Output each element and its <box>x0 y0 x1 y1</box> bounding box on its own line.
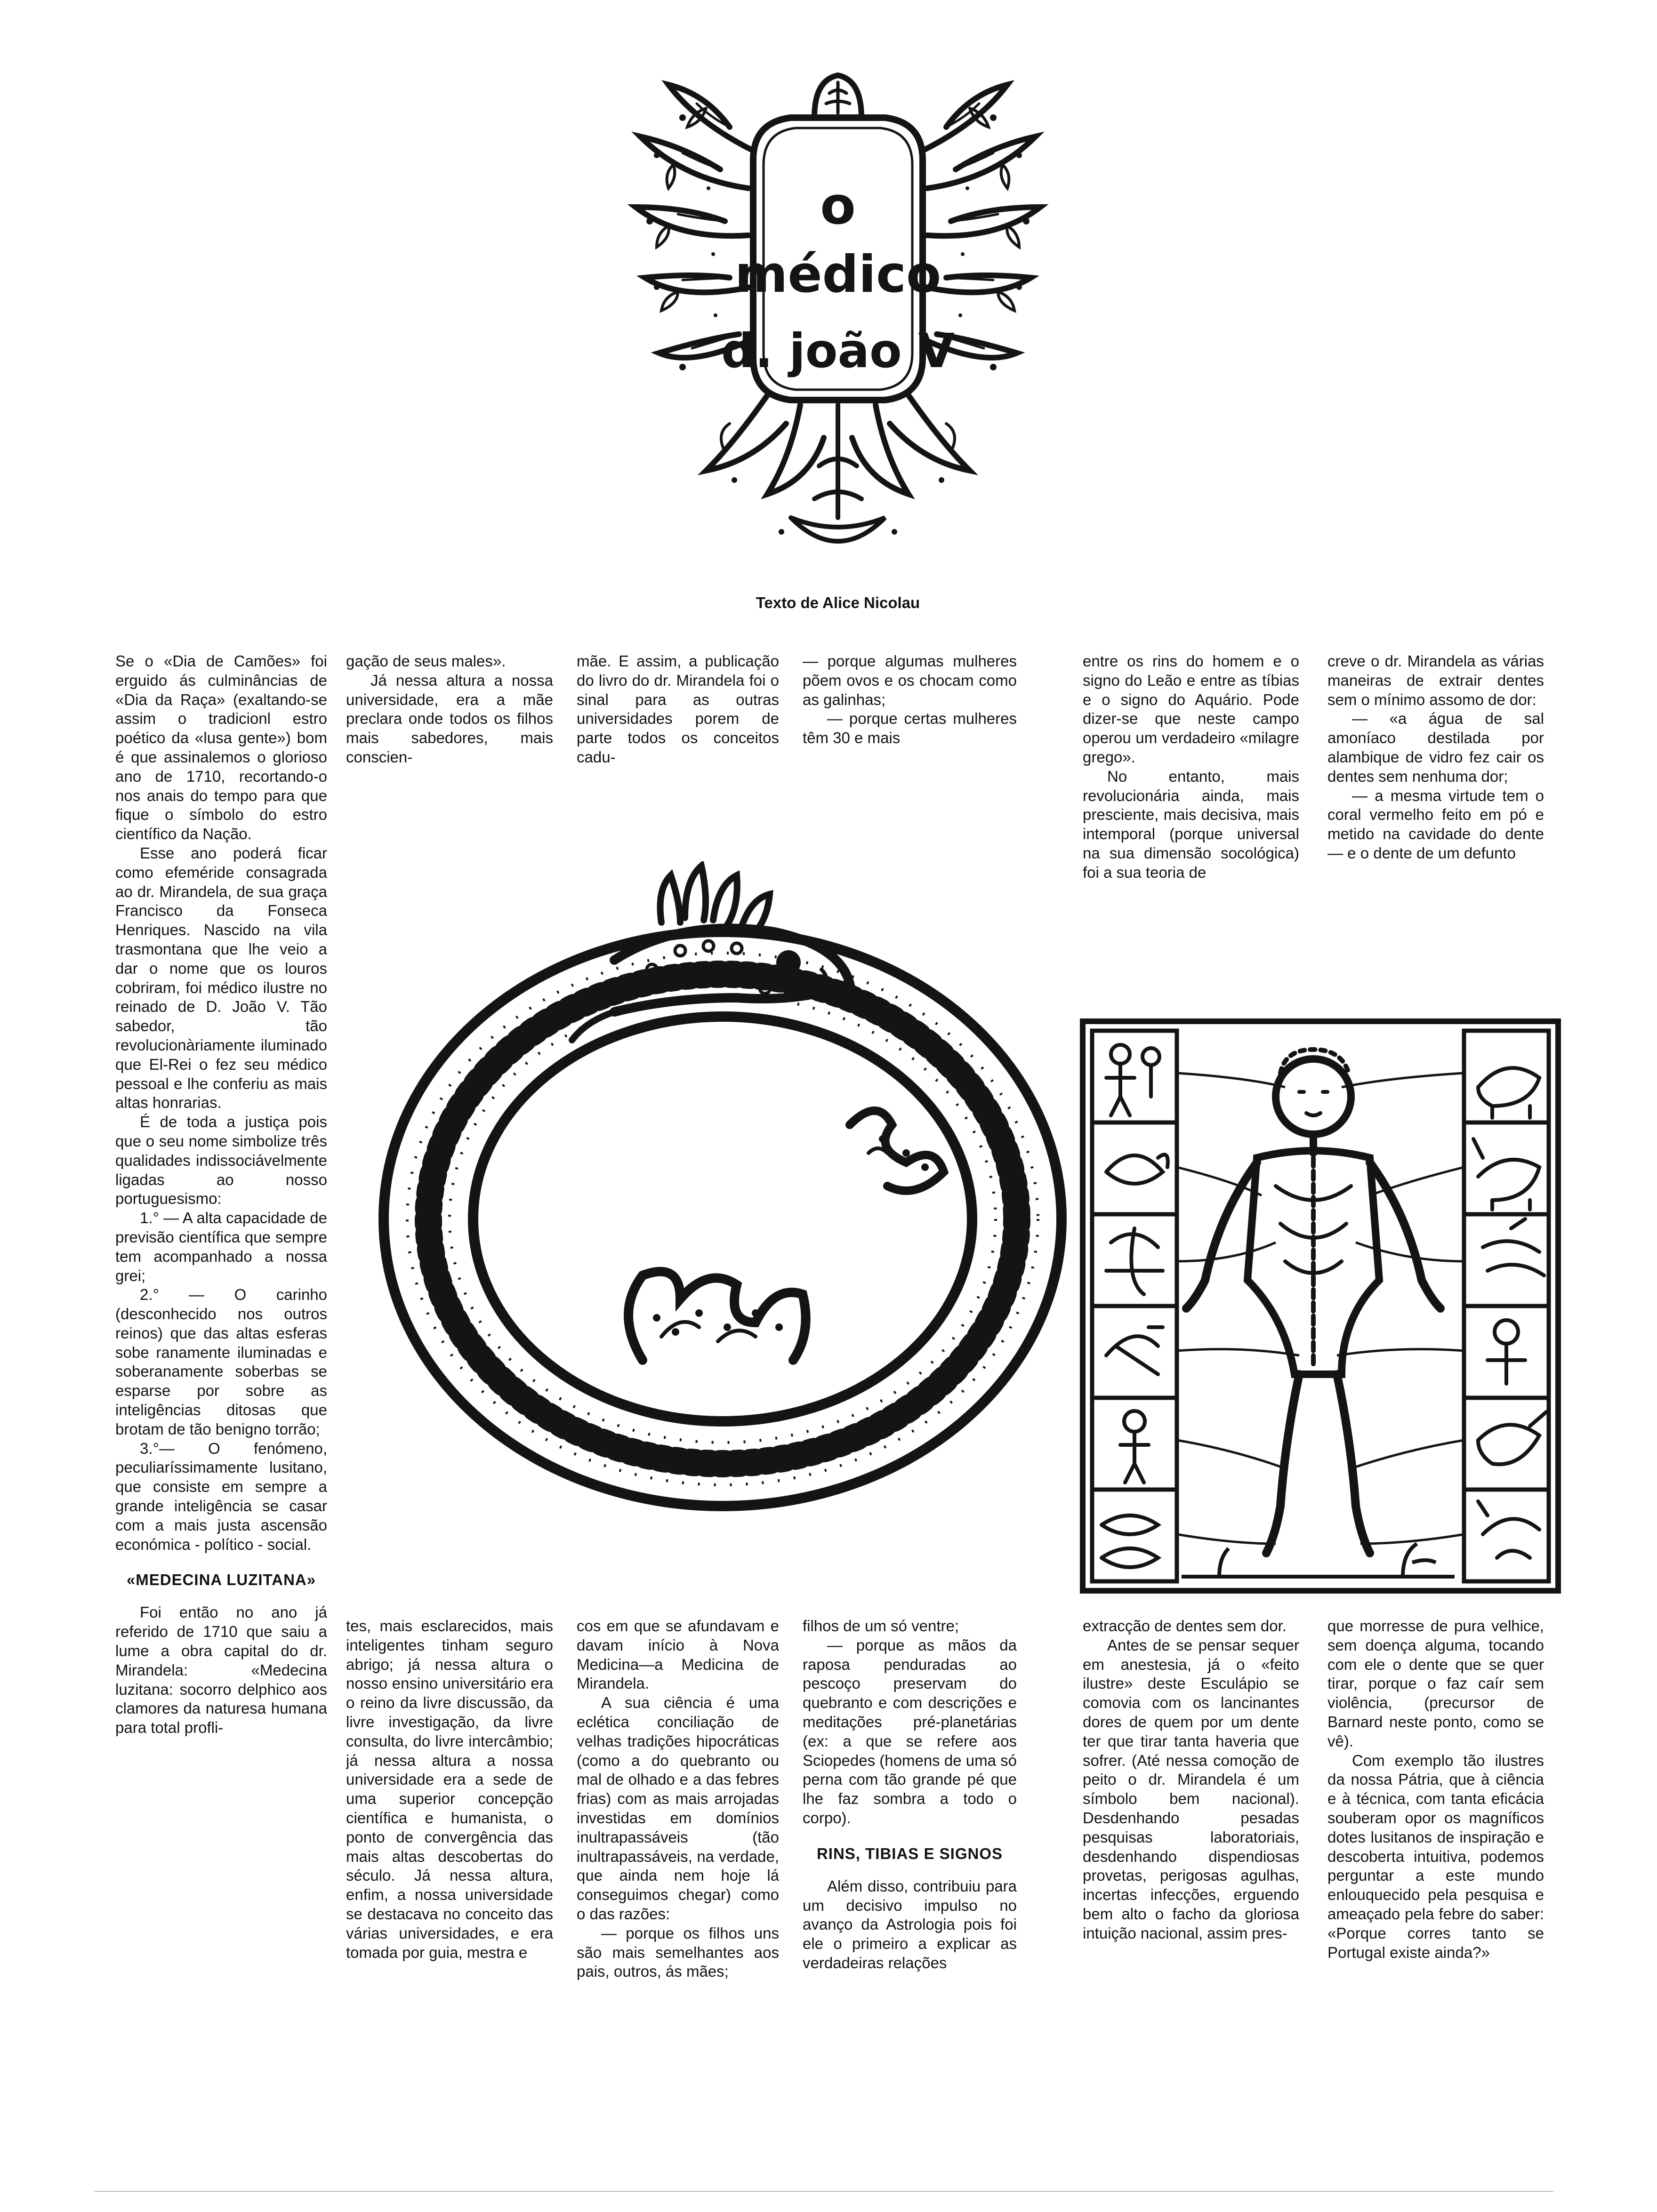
col5-top-paragraph-1: entre os rins do homem e o signo do Leão e entre as tíbias e o signo do Aquário. Pode dizer-se que neste campo operou um verdadeiro «milagre grego». <box>1083 652 1299 766</box>
title-line-2: médico <box>734 245 941 304</box>
title-ornament <box>612 66 1064 584</box>
column-3-bottom <box>577 1617 779 2068</box>
anatomical-man <box>1186 1050 1440 1553</box>
col5-bottom-paragraph-1: extracção de dentes sem dor. <box>1083 1617 1287 1635</box>
column-2-top <box>346 652 553 807</box>
col1-paragraph-1: Se o «Dia de Camões» foi erguido ás culminâncias de «Dia da Raça» (exaltando-se assim o tradicionl estro poético da «lusa gente») bom é que assinalemos o glorioso ano de 1710, recortando-o nos anais do tempo para que fique o símbolo do estro científico da Nação. <box>115 652 327 843</box>
column-5-top <box>1083 652 1299 962</box>
col2-top-paragraph-1: gação de seus males». <box>346 652 506 670</box>
col6-bottom-paragraph-2: Com exemplo tão ilustres da nossa Pátria, que à ciência e à técnica, com tanta eficácia souberam opor os magníficos dotes lusitanos de inspiração e descoberta intuitiva, podemos perguntar a este mundo enlouquecido pela pesquisa e ameaçado pela febre do saber: «Porque corres tanto se Portugal existe ainda?» <box>1327 1751 1544 1961</box>
col4-bottom-paragraph-2: — porque as mãos da raposa penduradas ao pescoço preservam do quebranto e com descrições e meditações pré-planetárias (ex: a que se refere aos Sciopedes (homens de uma só perna com tão grande pé que lhe faz sombra a todo o corpo). <box>803 1636 1017 1827</box>
serpent-body <box>384 932 1062 1506</box>
col4-bottom-paragraph-3: Além disso, contribuiu para um decisivo impulso no avanço da Astrologia pois foi ele o primeiro a explicar as verdadeiras relações <box>803 1877 1017 1972</box>
zodiac-panels-left <box>1092 1031 1177 1581</box>
col6-top-paragraph-2: — «a água de sal amoníaco destilada por alambique de vidro fez cair os dentes sem nenhuma dor; <box>1327 710 1544 785</box>
column-4-top <box>803 652 1017 807</box>
serpent-eye <box>776 950 801 975</box>
col1-paragraph-2: Esse ano poderá ficar como efeméride consagrada ao dr. Mirandela, de sua graça Francisco da Fonseca Henriques. Nascido na vila trasmontana que lhe veio a dar o nome que os louros cobriram, foi médico ilustre no reinado de D. João V. Tão sabedor, tão revolucionàriamente iluminado que El-Rei o fez seu médico pessoal e lhe conferiu as mais altas honrarias. <box>115 844 327 1112</box>
col2-top-paragraph-2: Já nessa altura a nossa universidade, era a mãe preclara onde todos os filhos mais sabedores, mais conscien- <box>346 671 553 766</box>
col1-paragraph-7: Foi então no ano já referido de 1710 que saiu a lume a obra capital do dr. Mirandela: «Medecina luzitana: socorro delphico aos clamores da naturesa humana para total profli- <box>115 1603 327 1737</box>
column-1 <box>115 652 327 2068</box>
zodiac-panels-right <box>1464 1031 1549 1581</box>
astrological-rays <box>1177 1073 1464 1544</box>
column-5-bottom <box>1083 1617 1299 2068</box>
col6-top-paragraph-3: — a mesma virtude tem o coral vermelho feito em pó e metido na cavidade do dente — e o dente de um defunto <box>1327 786 1544 862</box>
section-heading-medecina: «MEDECINA LUZITANA» <box>126 1571 316 1589</box>
col4-bottom-paragraph-1: filhos de um só ventre; <box>803 1617 959 1635</box>
col6-bottom-paragraph-1: que morresse de pura velhice, sem doença alguma, tocando com ele o dente que se quer tirar, porque o faz caír sem violência, (precursor de Barnard neste ponto, como se vê). <box>1327 1617 1544 1750</box>
ouroboros-illustration <box>351 861 1094 1558</box>
serpent-tail-claws <box>628 1111 944 1360</box>
column-2-bottom <box>346 1617 553 2068</box>
section-heading-rins: RINS, TIBIAS E SIGNOS <box>816 1844 1003 1862</box>
col5-bottom-paragraph-2: Antes de se pensar sequer em anestesia, já o «feito ilustre» deste Esculápio se comovia com os lancinantes dores de quem por um dente ter que tirar tanta haveria que sofrer. (Até nessa comoção de peito o dr. Mirandela é um símbolo bem nacional). Desdenhando pesadas pesquisas laboratoriais, desdenhando dispendiosas provetas, perigosas agulhas, incertas infecções, erguendo bem alto o facho da gloriosa intuição nacional, assim pres- <box>1083 1636 1299 1942</box>
col3-bottom-paragraph-2: A sua ciência é uma eclética conciliação de velhas tradições hipocráticas (como a do quebranto ou mal de olhado e a das febres frias) com as mais arrojadas investidas em domínios inultrapassáveis (tão inultrapassáveis, na verdade, que ainda nem hoje lá conseguimos chegar) como o das razões: <box>577 1694 779 1923</box>
col5-top-paragraph-2: No entanto, mais revolucionária ainda, mais presciente, mais decisiva, mais intemporal (porque universal na sua dimensão socológica) foi a sua teoria de <box>1083 767 1299 881</box>
col1-paragraph-5: 2.° — O carinho (desconhecido nos outros reinos) que das altas esferas sobe ranamente iluminadas e soberanamente soberbas se esparse por sobre as inteligências ditosas que brotam de tão benigno torrão; <box>115 1286 327 1438</box>
zodiac-man-woodcut <box>1078 1017 1563 1595</box>
col2-bottom-paragraph-1: tes, mais esclarecidos, mais inteligentes tinham seguro abrigo; já nessa altura o nosso ensino universitário era o reino da livre discussão, da livre investigação, da livre consulta, do livre intercâmbio; já nessa altura a nossa universidade era a sede de uma superior concepção científica e humanista, o ponto de convergência das mais altas descobertas do século. Já nessa altura, enfim, a nossa universidade se destacava no conceito das várias universidades, e era tomada por guia, mestra e <box>346 1617 553 1961</box>
col3-top-paragraph-1: mãe. E assim, a publicação do livro do dr. Mirandela foi o sinal para as outras universidades porem de parte todos os conceitos cadu- <box>577 652 779 766</box>
byline-prefix: Texto de <box>756 594 819 611</box>
col1-paragraph-6: 3.°— O fenómeno, peculiaríssimamente lusitano, que consiste em sempre a grande inteligência se casar com a mais justa ascensão económica - político - social. <box>115 1439 327 1553</box>
col3-bottom-paragraph-1: cos em que se afundavam e davam início à Nova Medicina—a Medicina de Mirandela. <box>577 1617 779 1692</box>
serpent-scale-dots <box>653 1135 929 1336</box>
col4-top-paragraph-1: — porque algumas mulheres põem ovos e os chocam como as galinhas; <box>803 652 1017 708</box>
column-4-bottom <box>803 1617 1017 2068</box>
page-bottom-rule <box>94 2191 1553 2192</box>
title-line-3: d. joão V <box>721 323 955 378</box>
col3-bottom-paragraph-3: — porque os filhos uns são mais semelhantes aos pais, outros, ás mães; <box>577 1924 779 1980</box>
col4-top-paragraph-2: — porque certas mulheres têm 30 e mais <box>803 710 1017 747</box>
byline-author: Alice Nicolau <box>822 594 920 611</box>
column-6-top <box>1327 652 1544 962</box>
col1-paragraph-4: 1.° — A alta capacidade de previsão científica que sempre tem acompanhado a nossa grei; <box>115 1209 327 1284</box>
col1-paragraph-3: É de toda a justiça pois que o seu nome simbolize três qualidades indissociávelmente ligadas ao nosso portuguesismo: <box>115 1113 327 1208</box>
column-6-bottom <box>1327 1617 1544 2068</box>
serpent-crest <box>660 866 770 934</box>
col6-top-paragraph-1: creve o dr. Mirandela as várias maneiras de extrair dentes sem o mínimo assomo de dor: <box>1327 652 1544 708</box>
byline <box>612 594 1064 612</box>
ornamental-cartouche <box>635 75 1040 541</box>
column-3-top <box>577 652 779 807</box>
title-line-1: o <box>820 176 856 236</box>
ground-plants <box>1182 1544 1455 1577</box>
